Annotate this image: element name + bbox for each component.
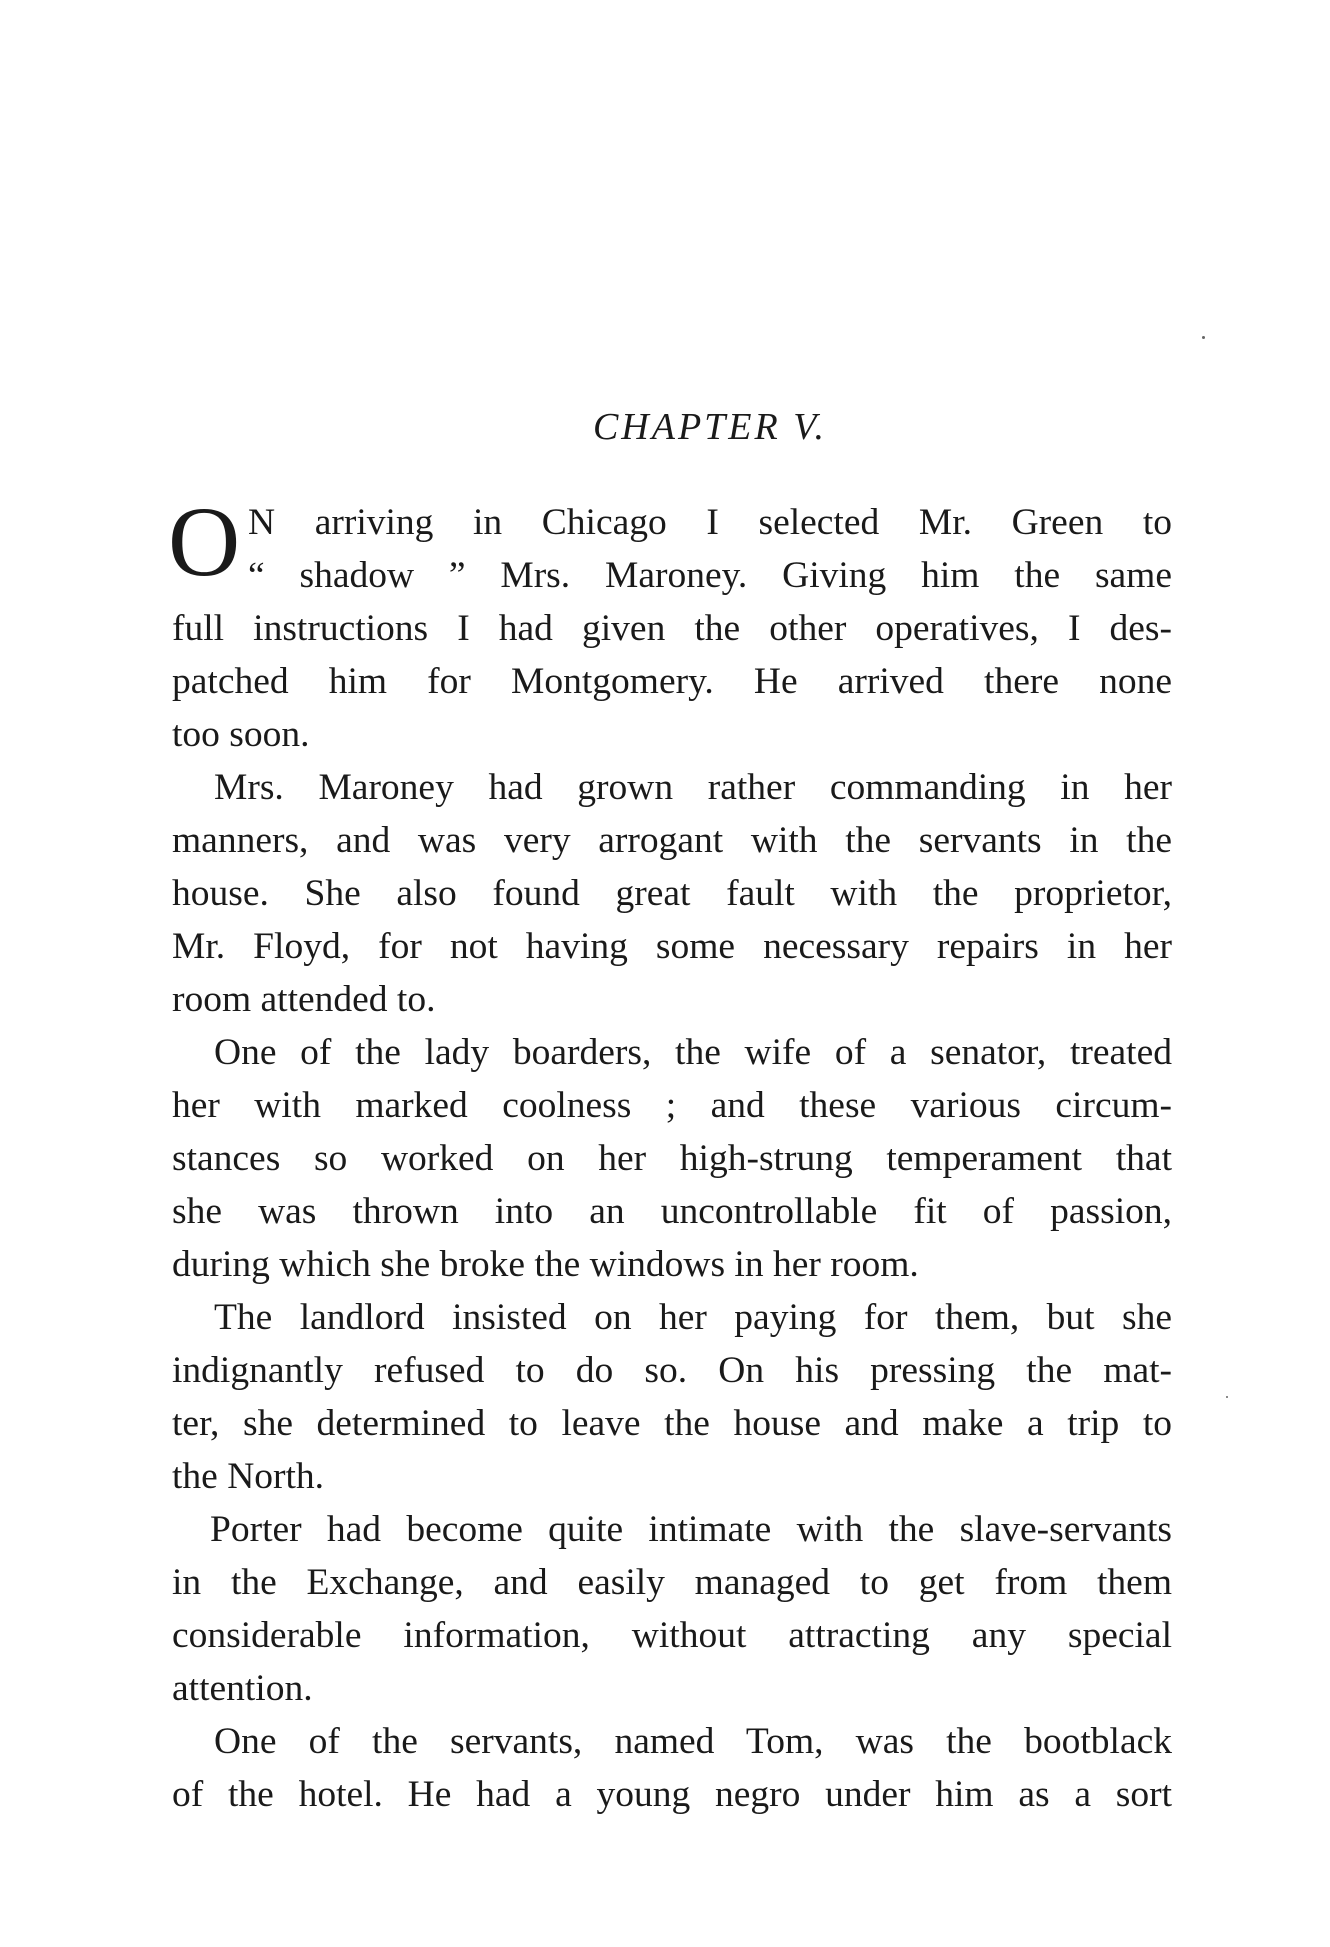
paragraph-5: [172, 1503, 1172, 1715]
text-line: ter, she determined to leave the house and make a trip to: [172, 1403, 1172, 1444]
text-line: room attended to.: [172, 979, 436, 1020]
scan-speck: [1202, 336, 1205, 339]
text-line: she was thrown into an uncontrollable fit of passion,: [172, 1191, 1172, 1232]
text-line: manners, and was very arrogant with the servants in the: [172, 820, 1172, 861]
text-line: in the Exchange, and easily managed to get from them: [172, 1562, 1172, 1603]
drop-cap: O: [168, 486, 241, 597]
text-line: “ shadow ” Mrs. Maroney. Giving him the same: [248, 555, 1172, 596]
paragraph-4: [172, 1291, 1172, 1503]
text-line: too soon.: [172, 714, 310, 755]
paragraph-6: [172, 1715, 1172, 1821]
text-line: One of the lady boarders, the wife of a senator, treated: [214, 1032, 1172, 1073]
text-line: Porter had become quite intimate with the slave-servants: [210, 1509, 1172, 1550]
text-line: of the hotel. He had a young negro under him as a sort: [172, 1774, 1172, 1815]
chapter-heading: CHAPTER V.: [592, 406, 828, 448]
text-line: attention.: [172, 1668, 313, 1709]
text-line: Mrs. Maroney had grown rather commanding in her: [214, 767, 1172, 808]
scan-speck: [1226, 1396, 1228, 1398]
text-line: house. She also found great fault with the proprietor,: [172, 873, 1172, 914]
body-text: [168, 486, 1172, 1821]
paragraph-2: [172, 761, 1172, 1026]
text-line: patched him for Montgomery. He arrived there none: [172, 661, 1172, 702]
text-line: One of the servants, named Tom, was the bootblack: [214, 1721, 1172, 1762]
text-line: The landlord insisted on her paying for them, but she: [214, 1297, 1172, 1338]
text-line: N arriving in Chicago I selected Mr. Green to: [248, 502, 1172, 543]
text-line: considerable information, without attracting any special: [172, 1615, 1172, 1656]
text-line: her with marked coolness ; and these various circum-: [172, 1085, 1172, 1126]
text-line: stances so worked on her high-strung temperament that: [172, 1138, 1172, 1179]
paragraph-1: [168, 486, 1172, 761]
text-line: indignantly refused to do so. On his pressing the mat-: [172, 1350, 1172, 1391]
text-line: the North.: [172, 1456, 325, 1497]
text-line: full instructions I had given the other operatives, I des-: [172, 608, 1172, 649]
text-line: during which she broke the windows in her room.: [172, 1244, 919, 1285]
paragraph-3: [172, 1026, 1172, 1291]
text-line: Mr. Floyd, for not having some necessary repairs in her: [172, 926, 1172, 967]
